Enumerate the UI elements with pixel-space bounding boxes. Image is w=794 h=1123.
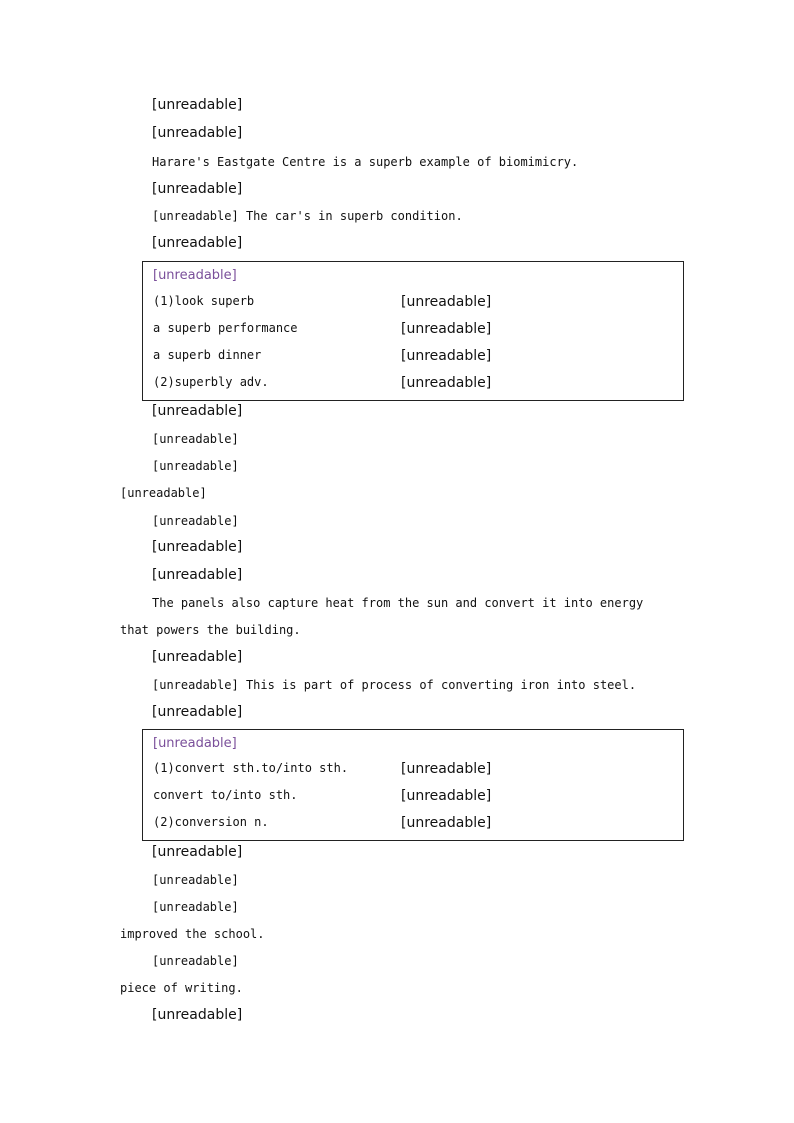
example-2-text: The car's in superb condition. (245, 209, 463, 223)
practice-2-q1: [unreadable] (152, 432, 239, 446)
extension-cn: [unreadable] (401, 321, 492, 337)
example-3-tag: [unreadable] (152, 678, 239, 692)
example-3-translation: [unreadable] (152, 704, 243, 720)
knowledge-point-2-heading: [unreadable] (152, 125, 243, 141)
extension-en: (1)convert sth.to/into sth. (153, 761, 349, 775)
example-3 (152, 676, 636, 694)
practice-3-q2-line1: [unreadable] (152, 900, 239, 914)
extension-row (153, 815, 492, 831)
practice-2-q3-translation: [unreadable] (152, 539, 243, 555)
knowledge-extension-box-3 (142, 729, 684, 841)
textbook-quote-2 (152, 153, 578, 171)
textbook-quote-3: The panels also capture heat from the sun and convert it into energy (152, 596, 644, 610)
extension-cn: [unreadable] (401, 348, 492, 364)
textbook-quote-3-line2: that powers the building. (120, 623, 301, 637)
intro-line: [unreadable] (152, 97, 243, 113)
practice-2-q2-line1: [unreadable] (152, 459, 239, 473)
practice-2-q2-line2: [unreadable] (120, 486, 207, 500)
extension-cn: [unreadable] (401, 375, 492, 391)
extension-cn: [unreadable] (401, 788, 492, 804)
extension-en: a superb performance (153, 321, 298, 335)
example-2 (152, 207, 463, 225)
extension-row (153, 348, 492, 364)
extension-en: (2)conversion n. (153, 815, 269, 829)
extension-cn: [unreadable] (401, 815, 492, 831)
extension-row (153, 294, 492, 310)
practice-3-q2-line2: improved the school. (120, 927, 265, 941)
extension-en: (2)superbly adv. (153, 375, 269, 389)
extension-cn: [unreadable] (401, 294, 492, 310)
example-2-translation: [unreadable] (152, 235, 243, 251)
practice-2-q3: [unreadable] (152, 514, 239, 528)
example-3-text: This is part of process of converting iron into steel. (245, 678, 637, 692)
practice-3-q3-line1: [unreadable] (152, 954, 239, 968)
textbook-translation-2: [unreadable] (152, 181, 243, 197)
extension-cn: [unreadable] (401, 761, 492, 777)
example-2-tag: [unreadable] (152, 209, 239, 223)
extension-row (153, 788, 492, 804)
extension-en: (1)look superb (153, 294, 255, 308)
practice-title-2: [unreadable] (152, 403, 243, 419)
extension-row (153, 375, 492, 391)
extension-en: convert to/into sth. (153, 788, 298, 802)
extension-row (153, 321, 492, 337)
extension-box-title: [unreadable] (153, 268, 237, 283)
practice-3-q3-line2: piece of writing. (120, 981, 243, 995)
textbook-quote-2-text: Harare's Eastgate Centre is a superb example of biomimicry. (152, 155, 579, 169)
practice-title-3: [unreadable] (152, 844, 243, 860)
knowledge-point-3-heading: [unreadable] (152, 567, 243, 583)
knowledge-extension-box-2 (142, 261, 684, 401)
practice-3-q3-translation: [unreadable] (152, 1007, 243, 1023)
extension-row (153, 761, 492, 777)
extension-box-title: [unreadable] (153, 736, 237, 751)
practice-3-q1: [unreadable] (152, 873, 239, 887)
extension-en: a superb dinner (153, 348, 262, 362)
textbook-translation-3: [unreadable] (152, 649, 243, 665)
